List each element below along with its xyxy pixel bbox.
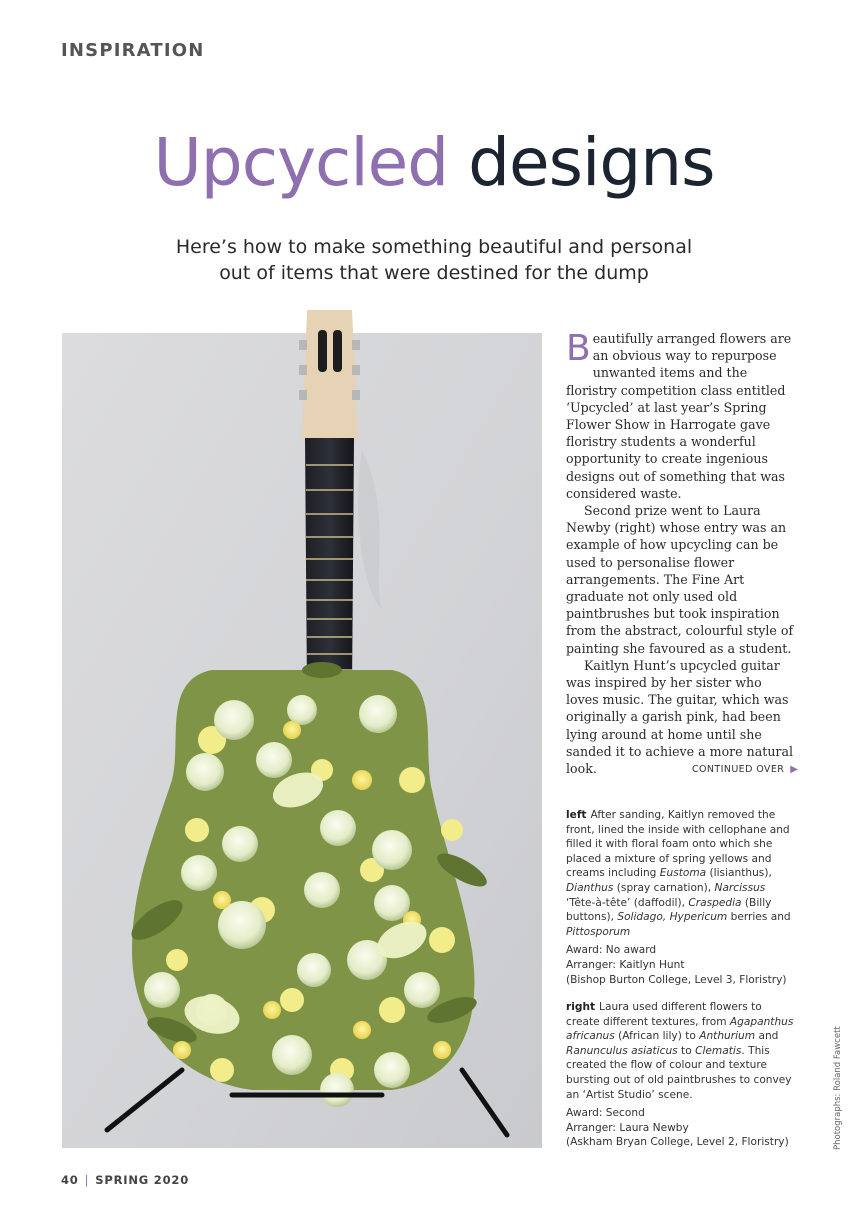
caption-text: . This created the flow of colour and texture bursting out of old paintbrushes to convey an ‘Artist Studio’ scene. bbox=[566, 1044, 792, 1101]
article-paragraph-1 bbox=[566, 330, 796, 502]
caption-text: (Billy buttons), bbox=[566, 896, 772, 924]
caption-left-text bbox=[566, 808, 798, 939]
caption-left-lead: left bbox=[566, 809, 587, 821]
caption-right-lead: right bbox=[566, 1001, 596, 1013]
caption-text: ‘Tête-à-tête’ (daffodil), bbox=[566, 896, 689, 909]
caption-italic: Agapanthus africanus bbox=[566, 1015, 794, 1043]
article-paragraph-2: Second prize went to Laura Newby (right) whose entry was an example of how upcycling can be used to personalise flower arrangements. The Fine Art graduate not only used old paintbrushes but took inspiration from the abstract, colourful style of painting she favoured as a student. bbox=[566, 503, 794, 656]
caption-text: (lisianthus), bbox=[706, 867, 772, 880]
caption-right bbox=[566, 1000, 798, 1150]
caption-text: (African lily) to bbox=[614, 1030, 700, 1043]
caption-italic: Solidago, Hypericum bbox=[617, 911, 728, 924]
issue-label: SPRING 2020 bbox=[95, 1173, 190, 1187]
page-number: 40 bbox=[61, 1173, 79, 1187]
standfirst bbox=[110, 234, 758, 286]
guitar-flower-photo bbox=[62, 310, 542, 1148]
caption-italic: Dianthus bbox=[566, 881, 614, 894]
caption-italic: Anthurium bbox=[699, 1030, 756, 1043]
caption-italic: Eustoma bbox=[659, 867, 707, 880]
article-body bbox=[566, 328, 799, 777]
caption-text: Laura used different flowers to create different textures, from bbox=[566, 1001, 762, 1028]
folio-divider: | bbox=[84, 1173, 90, 1187]
headline bbox=[0, 118, 868, 208]
drop-cap: B bbox=[566, 328, 591, 369]
caption-italic: Craspedia bbox=[688, 896, 742, 909]
folio bbox=[61, 1173, 189, 1187]
standfirst-line2: out of items that were destined for the dump bbox=[219, 262, 649, 284]
caption-italic: Narcissus bbox=[714, 881, 766, 894]
headline-part2: designs bbox=[468, 124, 715, 201]
caption-italic: Ranunculus asiaticus bbox=[566, 1044, 678, 1057]
headline-part1: Upcycled bbox=[153, 124, 449, 201]
caption-text: After sanding, Kaitlyn removed the front, lined the inside with cellophane and filled it with floral foam onto which she placed a mixture of spring yellows and creams including bbox=[566, 809, 790, 880]
continued-over-link[interactable] bbox=[692, 764, 798, 775]
caption-right-arranger: Arranger: Laura Newby bbox=[566, 1121, 689, 1134]
caption-text: berries and bbox=[727, 911, 791, 924]
caption-right-award: Award: Second bbox=[566, 1107, 645, 1120]
caption-left-arranger: Arranger: Kaitlyn Hunt bbox=[566, 958, 685, 971]
caption-text: to bbox=[677, 1044, 696, 1057]
caption-italic: Pittosporum bbox=[566, 925, 631, 938]
triangle-right-icon: ▶ bbox=[790, 764, 799, 775]
section-label: INSPIRATION bbox=[61, 40, 205, 61]
caption-left-award: Award: No award bbox=[566, 944, 657, 957]
caption-right-college: (Askham Bryan College, Level 2, Floristry) bbox=[566, 1136, 789, 1149]
caption-left bbox=[566, 808, 798, 987]
caption-left-college: (Bishop Burton College, Level 3, Floristry) bbox=[566, 973, 787, 986]
caption-text: and bbox=[755, 1030, 779, 1043]
article-paragraph-1-text: eautifully arranged flowers are an obvious way to repurpose unwanted items and the floristry competition class entitled ‘Upcycled’ at last year’s Spring Flower Show in Harrogate gave floristry students a wonderful opportunity to create ingenious designs out of something that was considered waste. bbox=[566, 331, 792, 501]
continued-over-label: CONTINUED OVER bbox=[692, 764, 785, 775]
article-paragraph-3: Kaitlyn Hunt’s upcycled guitar was inspired by her sister who loves music. The guitar, which was originally a garish pink, had been lying around at home until she sanded it to achieve a more natural look. bbox=[566, 657, 793, 777]
caption-italic: Clematis bbox=[695, 1044, 742, 1057]
caption-text: (spray carnation), bbox=[613, 881, 715, 894]
standfirst-line1: Here’s how to make something beautiful and personal bbox=[175, 236, 693, 258]
photo-credit: Photographs: Roland Fawcett bbox=[833, 1026, 843, 1150]
caption-right-text bbox=[566, 1000, 798, 1102]
